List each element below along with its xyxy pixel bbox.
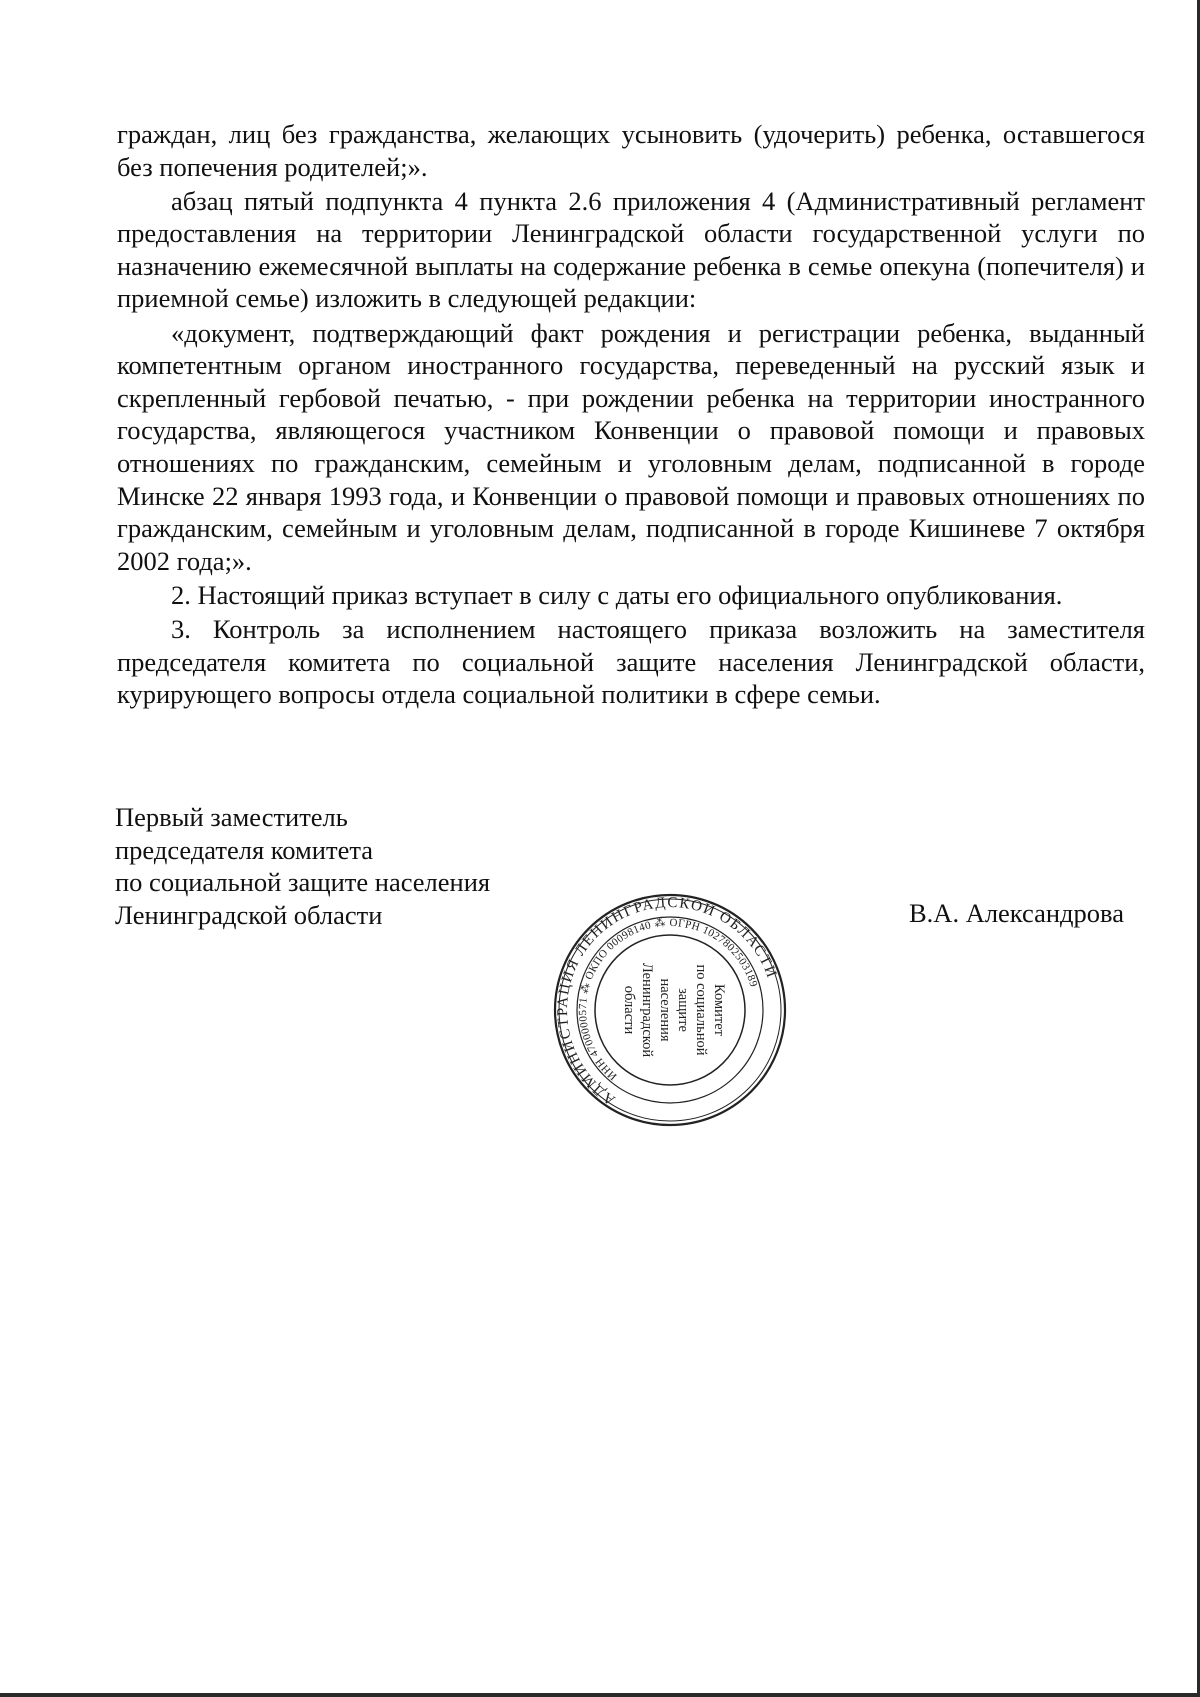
signatory-position-line: по социальной защите населения xyxy=(115,867,491,897)
official-seal-stamp xyxy=(552,892,788,1128)
seal-center-line: защите xyxy=(675,988,691,1032)
signatory-position-line: Первый заместитель xyxy=(115,802,348,832)
signatory-position-line: Ленинградской области xyxy=(115,899,383,930)
seal-center-line: Комитет xyxy=(711,984,727,1036)
paragraph-amendment-instruction: абзац пятый подпункта 4 пункта 2.6 приложения 4 (Административный регламент предоставления на территории Ленинградской области государственной услуги по назначению ежемесячной выплаты на содержание ребенка в семье опекуна (попечителя) и приемной семье) изложить в следующей редакции: xyxy=(117,185,1145,314)
paragraph-control-clause: 3. Контроль за исполнением настоящего приказа возложить на заместителя председателя комитета по социальной защите населения Ленинградской области, курирующего вопросы отдела социальной политики в сфере семьи. xyxy=(117,613,1145,710)
seal-center-line: населения xyxy=(657,978,673,1042)
paragraph-amendment-text: «документ, подтверждающий факт рождения и регистрации ребенка, выданный компетентным органом иностранного государства, переведенный на русский язык и скрепленный гербовой печатью, - при рождении ребенка на территории иностранного государства, являющегося участником Конвенции о правовой помощи и правовых отношениях по гражданским, семейным и уголовным делам, подписанной в городе Минске 22 января 1993 года, и Конвенции о правовой помощи и правовых отношениях по гражданским, семейным и уголовным делам, подписанной в городе Кишиневе 7 октября 2002 года;». xyxy=(117,317,1145,576)
seal-center-line: Ленинградской xyxy=(639,962,655,1058)
paragraph-continuation: граждан, лиц без гражданства, желающих усыновить (удочерить) ребенка, оставшегося без попечения родителей;». xyxy=(117,119,1145,182)
paragraph-effective-date: 2. Настоящий приказ вступает в силу с даты его официального опубликования. xyxy=(171,579,1063,610)
seal-outer-text: АДМИНИСТРАЦИЯ ЛЕНИНГРАДСКОЙ ОБЛАСТИ xyxy=(554,894,780,1108)
seal-inner-text: ИНН 4700000571 ⁂ ОКПО 00098140 ⁂ ОГРН 1027802503189 xyxy=(576,916,760,1083)
seal-center-line: области xyxy=(621,985,637,1035)
seal-center-line: по социальной xyxy=(693,964,709,1056)
signatory-position xyxy=(115,801,490,931)
scan-edge-bottom xyxy=(0,1693,1200,1697)
document-body xyxy=(117,118,1145,712)
signatory-position-line: председателя комитета xyxy=(115,834,373,865)
signatory-name: В.А. Александрова xyxy=(909,898,1124,928)
